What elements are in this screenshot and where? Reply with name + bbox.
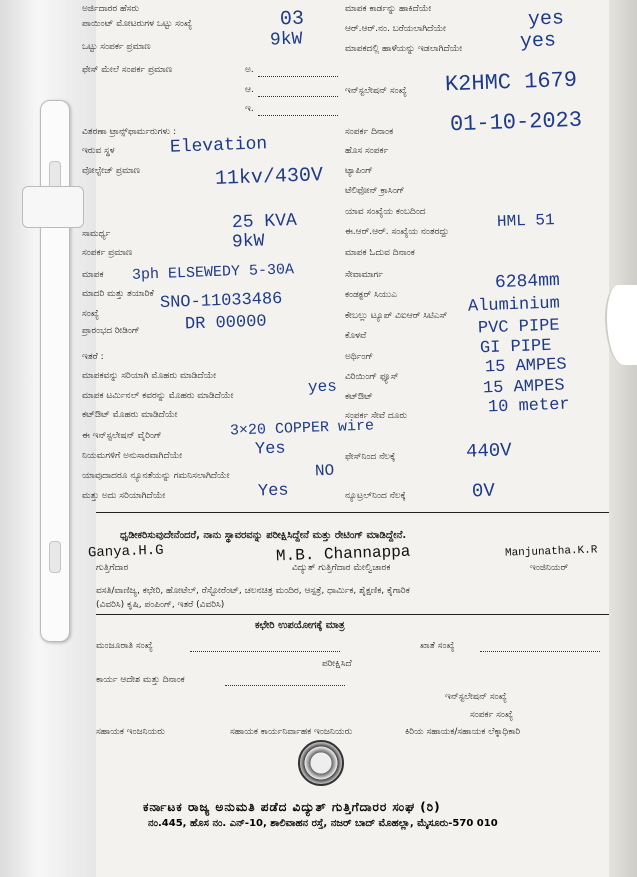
clip-slot (49, 541, 61, 573)
value-cable: Aluminium (467, 294, 561, 317)
value-phase-earth: 440V (465, 439, 512, 463)
label-applicant: ಅರ್ಜಿದಾರರ ಹೆಸರು (82, 4, 140, 14)
value-initial-reading: DR 00000 (184, 312, 267, 335)
label-after-rr: ಈ.ಆರ್.ಆರ್. ಸಂಖ್ಯೆಯ ನಂತರದ್ದು (345, 227, 449, 237)
label-installation-no: ಇನ್‌ಸ್ಟಲೇಷನ್ ಸಂಖ್ಯೆ (345, 86, 407, 96)
label-correct: ಮತ್ತು ಅದು ಸರಿಯಾಗಿದೆಯೇ (82, 491, 166, 501)
phase-a: ಅ. (245, 65, 254, 75)
contractor-signature: Ganya.H.G (87, 542, 164, 562)
label-meter-sealed: ಮಾಪಕವನ್ನು ಸರಿಯಾಗಿ ಮೊಹರು ಮಾಡಿದೆಯೇ (82, 371, 217, 381)
value-connection-date: 01-10-2023 (449, 107, 583, 138)
label-pole-no: ಯಾವ ಸಂಖ್ಯೆಯ ಕಂಬದಿಂದ (345, 207, 426, 217)
office-sign-aee: ಸಹಾಯಕ ಕಾರ್ಯನಿರ್ವಾಹಕ ಇಂಜನಿಯರು (230, 727, 353, 737)
divider (96, 512, 609, 513)
label-cutout-sealed: ಕಟ್‌ಔಟ್ ಮೊಹರು ಮಾಡಿದೆಯೇ (82, 410, 178, 420)
label-cable: ಕೇಬಲ್ಲು ಟ್ಯೂಪ್ ವಿಐಆರ್ ಸಿಟಿಎಸ್ (345, 311, 448, 321)
value-terminal-sealed: yes (307, 377, 338, 397)
label-meter-no: ಸಂಖ್ಯೆ (82, 309, 99, 319)
label-service-line: ಸೇವಾಮಾರ್ಗ (345, 270, 383, 280)
dotted-line (258, 115, 338, 116)
label-conduit: ಕೊಳವೆ (345, 331, 367, 341)
label-terminal-sealed: ಮಾಪಕ ಟರ್ಮಿನಲ್ ಕವರನ್ನು ಮೊಹರು ಮಾಡಿದೆಯೇ (82, 391, 234, 401)
label-wiring: ಈ ಇನ್‌ಸ್ಟಲೇಷನ್ ವೈರಿಂಗ್ (82, 431, 162, 441)
value-fuse: 15 AMPES (484, 355, 567, 378)
dotted-line (258, 96, 338, 97)
association-seal (298, 740, 344, 786)
value-sheet-kept: yes (519, 29, 557, 54)
label-rr-written: ಆರ್.ಆರ್.ನಂ. ಬರೆಯಲಾಗಿದೆಯೇ (345, 24, 446, 34)
dotted-line (190, 651, 340, 652)
label-distance: ಸಂಪರ್ಕ ಸೇವೆ ದೂರು (345, 411, 408, 421)
office-sign-ae: ಸಹಾಯಕ ಇಂಜನಿಯರು (96, 727, 165, 737)
office-use-heading: ಕಛೇರಿ ಉಪಯೋಗಕ್ಕೆ ಮಾತ್ರ (255, 620, 345, 631)
value-meter-card: yes (527, 7, 565, 32)
label-initial-reading: ಪ್ರಾರಂಭದ ರೀಡಿಂಗ್ (82, 326, 140, 336)
value-total-load: 9kW (269, 29, 303, 51)
office-checked: ಪರೀಕ್ಷಿಸಿದೆ (322, 659, 352, 669)
value-conforming: Yes (254, 439, 286, 460)
supervisor-label: ವಿದ್ಯುತ್ ಗುತ್ತಿಗೆದಾರ ಮೇಲ್ವಿಚಾರಕ (292, 563, 391, 573)
label-transformer: ವಿತರಣಾ ಟ್ರಾನ್ಸ್‌ಫಾರ್ಮರುಗಳು : (82, 127, 177, 137)
binder-clip (40, 100, 70, 642)
label-sheet-kept: ಮಾಪಕದಲ್ಲಿ ಹಾಳೆಯನ್ನು ಇಡಲಾಗಿದೆಯೇ (345, 44, 463, 54)
value-meter-no: SNO-11033486 (159, 289, 283, 314)
label-voltage: ವೋಲ್ಟೇಜ್ ಪ್ರಮಾಣ (82, 166, 141, 176)
dotted-line (480, 651, 600, 652)
engineer-signature: Manjunatha.K.R (504, 544, 598, 560)
label-new-connection: ಹೊಸ ಸಂಪರ್ಕ (345, 146, 389, 156)
underlying-sheet-edge (609, 0, 637, 877)
value-conduit: PVC PIPE (477, 316, 560, 339)
value-neutral-earth: 0V (471, 479, 496, 503)
office-installation-no: ಇನ್‌ಸ್ಟಲೇಷನ್ ಸಂಖ್ಯೆ (445, 692, 507, 702)
value-motors: 03 (279, 7, 305, 32)
label-conforming: ನಿಯಮಗಳಿಗೆ ಅನುಸಾರವಾಗಿದೆಯೇ (82, 451, 183, 461)
label-model: ಮಾದರಿ ಮತ್ತು ತಯಾರಿಕೆ (82, 289, 154, 299)
value-cutout: 15 AMPES (482, 376, 565, 399)
phase-c: ಇ. (245, 104, 254, 114)
label-neutral-earth: ನ್ಯೂಟ್ರಲ್‌ನಿಂದ ನೆಲಕ್ಕೆ (345, 491, 406, 501)
value-connected-load: 9kW (231, 231, 265, 253)
value-voltage: 11kv/430V (214, 164, 324, 191)
value-after-rr: HML 51 (496, 211, 555, 231)
value-capacity: 25 KVA (231, 210, 298, 234)
office-sign-accountant: ಕಿರಿಯ ಸಹಾಯಕ/ಸಹಾಯಕ ಲೆಕ್ಕಾಧಿಕಾರಿ (405, 727, 521, 737)
footer-title: ಕರ್ನಾಟಕ ರಾಜ್ಯ ಅನುಮತಿ ಪಡೆದ ವಿದ್ಯುತ್ ಗುತ್ತಿಗೆದಾರರ ಸಂಘ (ರಿ) (143, 800, 441, 814)
declaration: ಧೃಡೀಕರಿಸುವುದೇನೆಂದರೆ, ನಾನು ಸ್ಥಾವರವನ್ನು ಪರೀಕ್ಷಿಸಿದ್ದೇನೆ ಮತ್ತು ರೇಟಿಂಗ್ ಮಾಡಿದ್ದೇನೆ. (120, 530, 407, 541)
label-motors: ಪಾಯಿಂಟ್ ಮೋಟರುಗಳ ಒಟ್ಟು ಸಂಖ್ಯೆ (82, 19, 193, 29)
label-conductor: ಕಂಡಕ್ಟರ್ ಸಿಯುಎ (345, 290, 398, 300)
dotted-line (225, 685, 345, 686)
office-sanction-no: ಮಂಜೂರಾತಿ ಸಂಖ್ಯೆ (96, 641, 153, 651)
label-connection-date: ಸಂಪರ್ಕ ದಿನಾಂಕ (345, 127, 394, 137)
label-location: ಇರುವ ಸ್ಥಳ (82, 146, 115, 156)
divider (96, 614, 609, 615)
label-capacity: ಸಾಮರ್ಥ್ಯ (82, 229, 111, 239)
value-meter-make: 3ph ELSEWEDY 5-30A (131, 261, 295, 284)
label-others: ಇತರೆ : (82, 352, 104, 362)
value-defects: NO (314, 461, 335, 481)
category-line: ವಸತಿ/ವಾಣಿಜ್ಯ, ಕಛೇರಿ, ಹೋಟೆಲ್, ರೆಸ್ಟೋರೆಂಟ್, ಚಲನಚಿತ್ರ ಮಂದಿರ, ಆಸ್ಪತ್ರೆ, ಧಾರ್ಮಿಕ, ಶೈಕ್ಷಣಿಕ, ಕೈಗಾರಿಕ (96, 586, 410, 596)
label-reading-date: ಮಾಪಕ ಓದುವ ದಿನಾಂಕ (345, 248, 415, 258)
value-correct: Yes (257, 481, 289, 502)
label-phase-earth: ಫೇಸ್‌ನಿಂದ ನೆಲಕ್ಕೆ (345, 452, 396, 462)
label-phase-load: ಫೇಸ್ ಮೇಲೆ ಸಂಪರ್ಕ ಪ್ರಮಾಣ (82, 65, 173, 75)
value-installation-no: K2HMC 1679 (444, 67, 578, 98)
dotted-line (258, 76, 338, 77)
office-account-no: ಖಾತೆ ಸಂಖ್ಯೆ (420, 641, 455, 651)
value-distance: 10 meter (487, 395, 570, 418)
value-wiring: 3×20 COPPER wire (229, 417, 375, 440)
footer-address: ನಂ.445, ಹೊಸ ನಂ. ಎನ್-10, ಶಾಲಿವಾಹನ ರಸ್ತೆ, ನಜರ್ ಬಾದ್ ಮೊಹಲ್ಲಾ, ಮೈಸೂರು-570 010 (148, 818, 498, 829)
label-meter-card: ಮಾಪಕ ಕಾರ್ಡನ್ನು ಹಾಕಿದೆಯೇ (345, 4, 432, 14)
label-fuse: ವಿರಿಯಿಂಗ್ ಫ್ಯೂಸ್ (345, 372, 399, 382)
clip-tab (22, 186, 84, 228)
label-connected-load: ಸಂಪರ್ಕ ಪ್ರಮಾಣ (82, 248, 133, 258)
office-work-order: ಕಾರ್ಯ ಆದೇಶ ಮತ್ತು ದಿನಾಂಕ (96, 675, 185, 685)
value-location: Elevation (169, 134, 268, 158)
value-conductor: 6284mm (494, 270, 561, 294)
contractor-label: ಗುತ್ತಿಗೆದಾರ (96, 563, 129, 573)
label-defects: ಯಾವುದಾದರೂ ನ್ಯೂನತೆಯನ್ನು ಗಮನಿಸಲಾಗಿದೆಯೇ (82, 471, 230, 481)
label-tapping: ಟ್ಯಾಪಿಂಗ್ (345, 166, 373, 176)
supervisor-signature: M.B. Channappa (275, 542, 411, 566)
label-meter: ಮಾಪಕ (82, 270, 104, 280)
label-total-load: ಒಟ್ಟು ಸಂಪರ್ಕ ಪ್ರಮಾಣ (82, 42, 151, 52)
label-cutout: ಕಟ್‌ಔಟ್ (345, 392, 373, 402)
phase-b: ಆ. (245, 85, 254, 95)
label-earthing: ಅರ್ಥಿಂಗ್ (345, 352, 374, 362)
engineer-label: ಇಂಜಿನಿಯರ್ (530, 563, 569, 573)
value-earthing: GI PIPE (479, 336, 552, 359)
label-telephone-crossing: ಟೆಲಿಫೋನ್ ಕ್ರಾಸಿಂಗ್ (345, 186, 405, 196)
category-line-2: (ವಿವರಿಸಿ) ಕೃಷಿ, ಪಂಪಿಂಗ್, ಇತರೆ (ವಿವರಿಸಿ) (96, 600, 225, 610)
office-connection-no: ಸಂಪರ್ಕ ಸಂಖ್ಯೆ (470, 710, 514, 720)
